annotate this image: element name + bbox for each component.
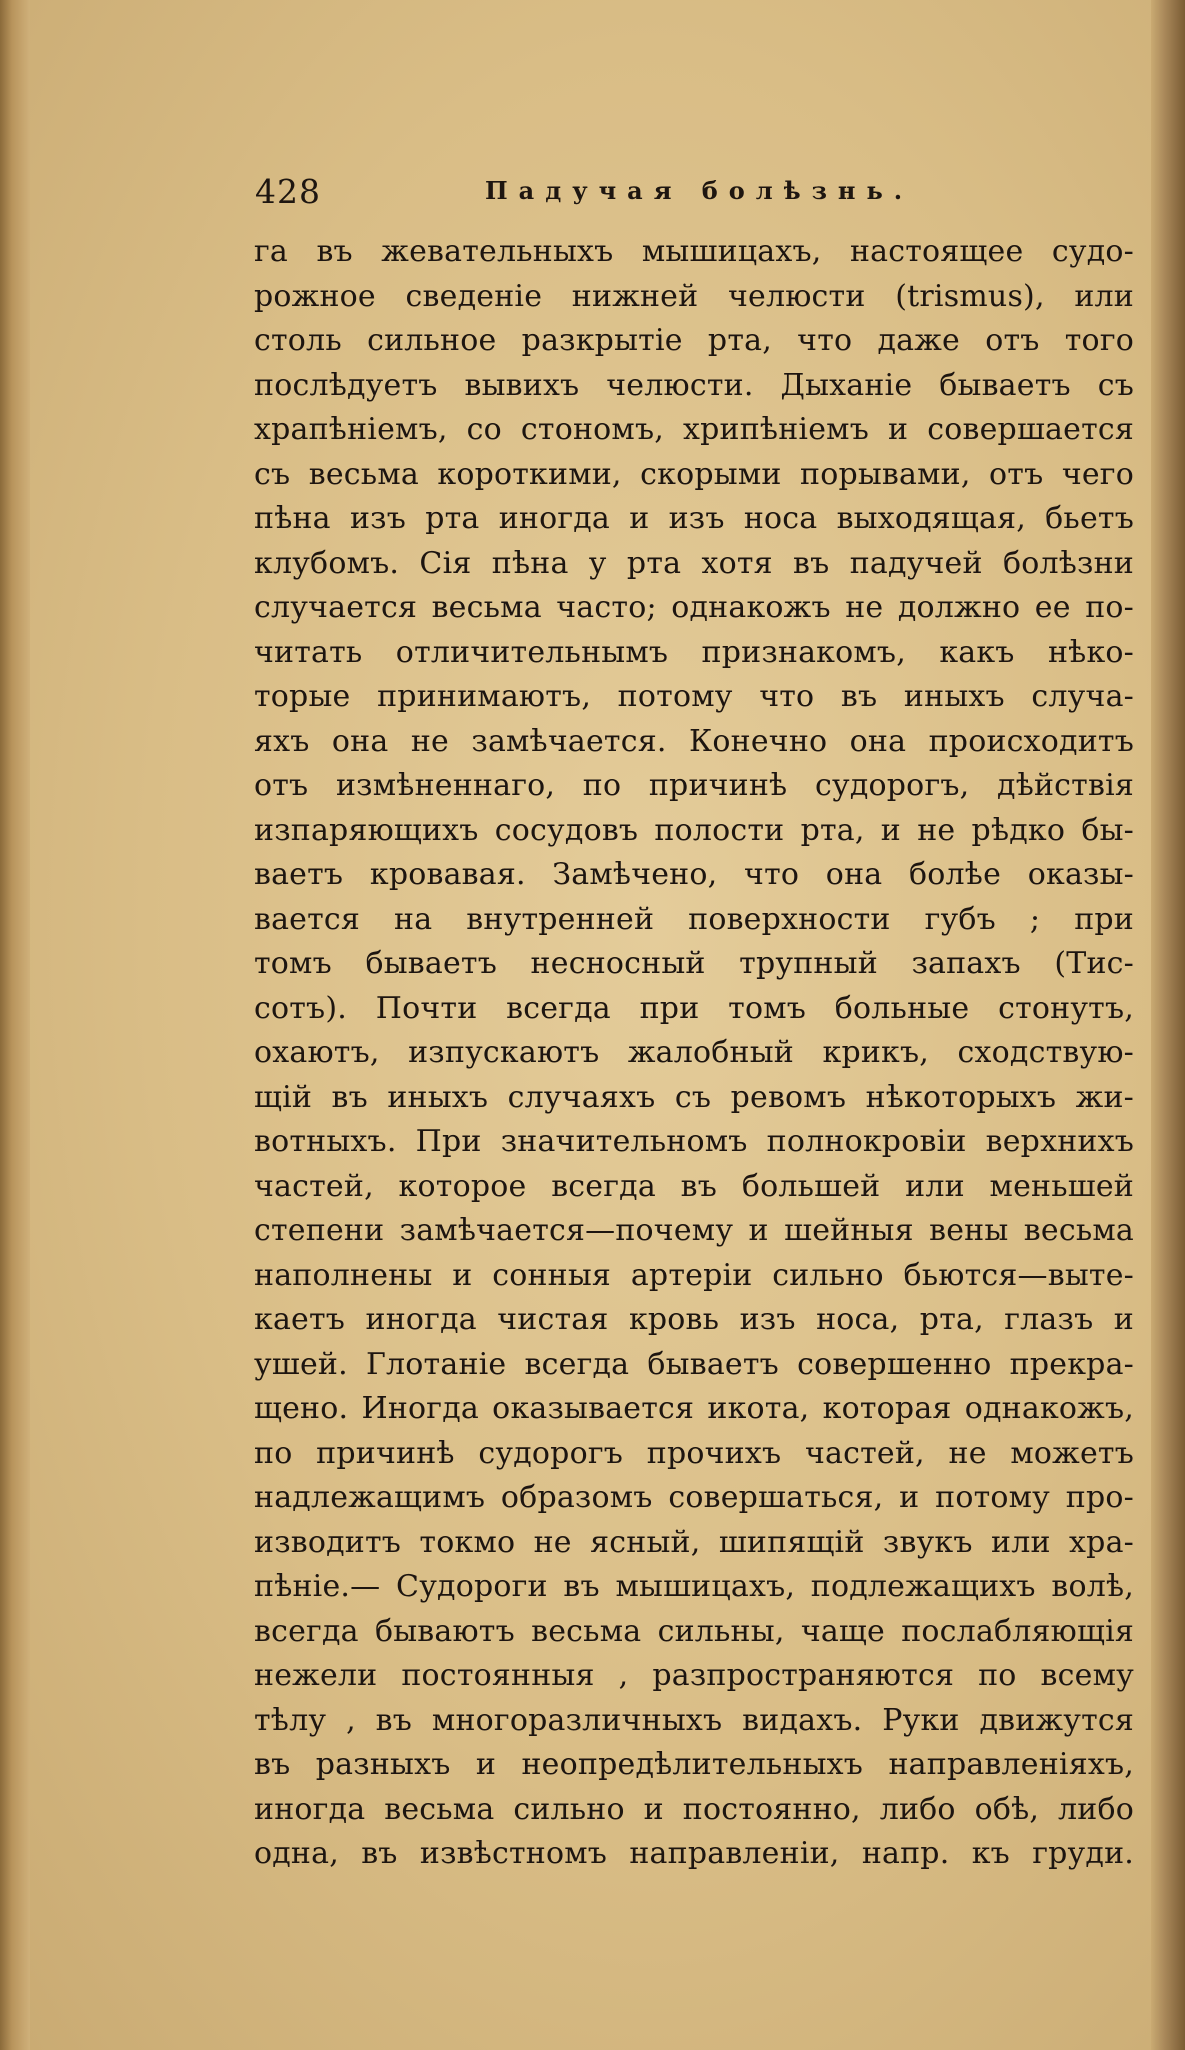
text-line: пѣніе.— Судороги въ мышицахъ, подлежащихъ волѣ, bbox=[254, 1569, 1134, 1604]
text-line: степени замѣчается—почему и шейныя вены весьма bbox=[254, 1213, 1134, 1248]
text-line: тѣлу , въ многоразличныхъ видахъ. Руки движутся bbox=[254, 1702, 1134, 1738]
text-line: случается весьма часто; однакожъ не должно ее по- bbox=[254, 590, 1134, 625]
text-line: частей, которое всегда въ большей или меньшей bbox=[254, 1168, 1134, 1204]
text-line: ваетъ кровавая. Замѣчено, что она болѣе оказы- bbox=[254, 857, 1134, 892]
text-line: столь сильное разкрытіе рта, что даже отъ того bbox=[254, 323, 1134, 358]
text-line: щій въ иныхъ случаяхъ съ ревомъ нѣкоторыхъ жи- bbox=[254, 1079, 1134, 1115]
text-line: клубомъ. Сія пѣна у рта хотя въ падучей болѣзни bbox=[254, 545, 1134, 581]
text-line: щено. Иногда оказывается икота, которая однакожъ, bbox=[254, 1391, 1134, 1426]
text-line: читать отличительнымъ признакомъ, какъ нѣко- bbox=[254, 634, 1134, 670]
text-line: торые принимаютъ, потому что въ иныхъ случа- bbox=[254, 679, 1134, 714]
text-line: послѣдуетъ вывихъ челюсти. Дыханіе бываетъ съ bbox=[254, 367, 1134, 403]
text-line: каетъ иногда чистая кровь изъ носа, рта, глазъ и bbox=[254, 1302, 1134, 1337]
text-line: охаютъ, изпускаютъ жалобный крикъ, сходствую- bbox=[254, 1035, 1134, 1070]
text-line: по причинѣ судорогъ прочихъ частей, не можетъ bbox=[254, 1435, 1134, 1471]
text-line: съ весьма короткими, скорыми порывами, отъ чего bbox=[254, 456, 1134, 492]
page-edge bbox=[1151, 0, 1185, 2050]
running-head bbox=[255, 172, 1135, 216]
text-line: томъ бываетъ несносный трупный запахъ (Тис- bbox=[254, 946, 1134, 981]
text-line: вотныхъ. При значительномъ полнокровіи верхнихъ bbox=[254, 1124, 1134, 1159]
text-line: иногда весьма сильно и постоянно, либо обѣ, либо bbox=[254, 1791, 1134, 1827]
text-line: сотъ). Почти всегда при томъ больные стонутъ, bbox=[254, 990, 1134, 1026]
text-line: въ разныхъ и неопредѣлительныхъ направленіяхъ, bbox=[254, 1747, 1134, 1782]
running-title: Падучая болѣзнь. bbox=[485, 176, 914, 205]
text-line: изводитъ токмо не ясный, шипящій звукъ или хра- bbox=[254, 1524, 1134, 1560]
body-text bbox=[254, 230, 1134, 1877]
text-line: пѣна изъ рта иногда и изъ носа выходящая, бьетъ bbox=[254, 501, 1134, 536]
text-line: рожное сведеніе нижней челюсти (trismus), или bbox=[254, 278, 1134, 314]
page-number: 428 bbox=[255, 172, 321, 211]
text-line: надлежащимъ образомъ совершаться, и потому про- bbox=[254, 1480, 1134, 1515]
text-line: одна, въ извѣстномъ направленіи, напр. къ груди. bbox=[254, 1836, 1134, 1871]
text-line: храпѣніемъ, со стономъ, хрипѣніемъ и совершается bbox=[254, 412, 1134, 447]
text-line: вается на внутренней поверхности губъ ; при bbox=[254, 901, 1134, 937]
text-line: яхъ она не замѣчается. Конечно она происходитъ bbox=[254, 723, 1134, 759]
text-line: изпаряющихъ сосудовъ полости рта, и не рѣдко бы- bbox=[254, 812, 1134, 848]
text-line: отъ измѣненнаго, по причинѣ судорогъ, дѣйствія bbox=[254, 768, 1134, 803]
text-line: ушей. Глотаніе всегда бываетъ совершенно прекра- bbox=[254, 1346, 1134, 1382]
binding-gutter bbox=[0, 0, 30, 2050]
text-line: наполнены и сонныя артеріи сильно бьются—выте- bbox=[254, 1257, 1134, 1293]
text-line: га въ жевательныхъ мышицахъ, настоящее судо- bbox=[254, 234, 1134, 269]
text-line: нежели постоянныя , разпространяются по всему bbox=[254, 1658, 1134, 1693]
text-line: всегда бываютъ весьма сильны, чаще послабляющія bbox=[254, 1613, 1134, 1649]
